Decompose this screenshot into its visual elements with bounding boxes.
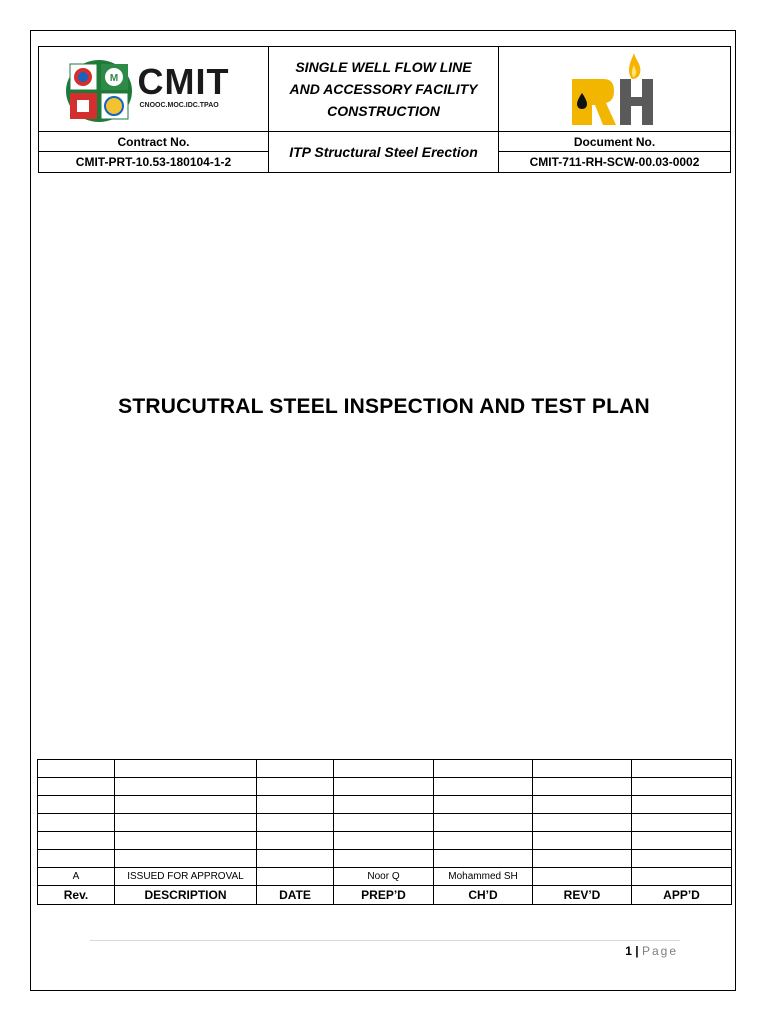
revision-cell (533, 760, 632, 778)
revision-cell (632, 868, 732, 886)
revision-row (38, 796, 732, 814)
revision-cell (533, 778, 632, 796)
revision-cell (434, 796, 533, 814)
revision-cell (434, 832, 533, 850)
revision-cell (115, 760, 257, 778)
revision-cell (115, 832, 257, 850)
revision-cell (257, 760, 334, 778)
revision-cell (434, 814, 533, 832)
revision-cell (434, 850, 533, 868)
revision-row (38, 850, 732, 868)
document-number: CMIT-711-RH-SCW-00.03-0002 (499, 152, 731, 173)
revision-cell (632, 778, 732, 796)
revision-cell (257, 778, 334, 796)
revision-row (38, 760, 732, 778)
revision-cell (38, 778, 115, 796)
revision-cell (257, 796, 334, 814)
revision-cell (434, 760, 533, 778)
revision-cell (38, 832, 115, 850)
revision-cell (115, 814, 257, 832)
revision-cell (115, 850, 257, 868)
revision-row (38, 868, 732, 886)
revision-cell (632, 832, 732, 850)
revision-header-cell: CH’D (434, 886, 533, 905)
project-title-line-3: CONSTRUCTION (327, 103, 440, 119)
revision-cell (334, 778, 434, 796)
revision-header-cell: REV’D (533, 886, 632, 905)
revision-cell (257, 850, 334, 868)
revision-cell (115, 796, 257, 814)
project-title-line-1: SINGLE WELL FLOW LINE (295, 59, 472, 75)
revision-cell (38, 760, 115, 778)
footer-divider (90, 940, 680, 941)
page-number-value: 1 (625, 944, 632, 958)
client-logo-cell (39, 47, 269, 132)
revision-row (38, 832, 732, 850)
revision-cell (38, 814, 115, 832)
cmit-logo (54, 52, 254, 126)
revision-cell: Mohammed SH (434, 868, 533, 886)
rh-logo-icon (570, 49, 660, 129)
contractor-logo-cell (499, 47, 731, 132)
revision-cell: A (38, 868, 115, 886)
revision-cell (334, 760, 434, 778)
revision-cell (632, 796, 732, 814)
revision-cell (533, 850, 632, 868)
revision-cell (434, 778, 533, 796)
page-number-separator: | (635, 944, 639, 958)
contract-number: CMIT-PRT-10.53-180104-1-2 (39, 152, 269, 173)
revision-header-row (38, 886, 732, 905)
document-header (38, 46, 731, 173)
revision-cell (257, 868, 334, 886)
revision-cell (533, 868, 632, 886)
cmit-logo-subtitle: CNOOC.MOC.IDC.TPAO (139, 102, 219, 109)
revision-cell (632, 760, 732, 778)
project-title-line-2: AND ACCESSORY FACILITY (289, 81, 478, 97)
itp-title: ITP Structural Steel Erection (269, 132, 499, 173)
document-label: Document No. (499, 132, 731, 152)
revision-cell (533, 796, 632, 814)
revision-table (37, 759, 732, 905)
revision-cell (334, 814, 434, 832)
svg-text:M: M (109, 73, 118, 84)
revision-cell (38, 796, 115, 814)
revision-header-cell: PREP’D (334, 886, 434, 905)
revision-cell (533, 814, 632, 832)
revision-cell (632, 850, 732, 868)
revision-cell (632, 814, 732, 832)
revision-cell (334, 850, 434, 868)
revision-cell (257, 832, 334, 850)
revision-cell (115, 778, 257, 796)
revision-cell (257, 814, 334, 832)
revision-header-cell: DATE (257, 886, 334, 905)
revision-cell: Noor Q (334, 868, 434, 886)
revision-header-cell: DESCRIPTION (115, 886, 257, 905)
revision-row (38, 814, 732, 832)
document-title: STRUCUTRAL STEEL INSPECTION AND TEST PLAN (118, 395, 650, 418)
cmit-logo-wordmark: CMIT (137, 61, 230, 102)
project-title (269, 47, 499, 132)
revision-cell (38, 850, 115, 868)
revision-cell: ISSUED FOR APPROVAL (115, 868, 257, 886)
page-number (625, 944, 678, 958)
revision-cell (334, 832, 434, 850)
page-label: Page (641, 944, 678, 958)
revision-cell (533, 832, 632, 850)
contract-label: Contract No. (39, 132, 269, 152)
revision-cell (334, 796, 434, 814)
revision-row (38, 778, 732, 796)
revision-header-cell: Rev. (38, 886, 115, 905)
cmit-emblem-icon (64, 58, 134, 124)
revision-header-cell: APP’D (632, 886, 732, 905)
